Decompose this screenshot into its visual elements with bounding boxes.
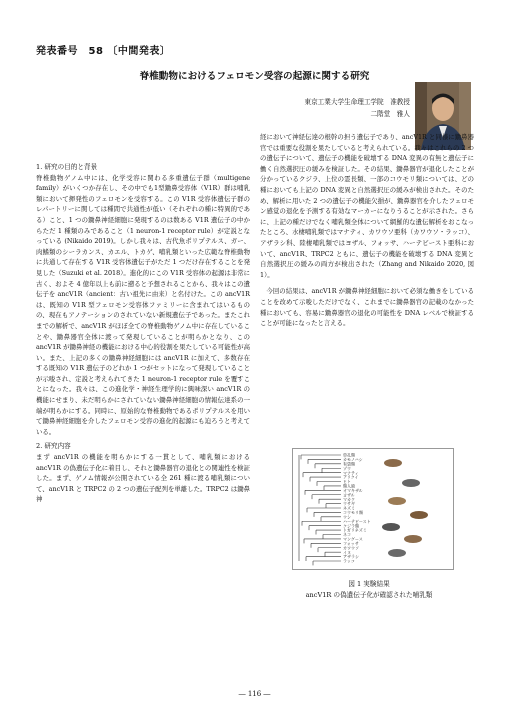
page-number: ― 116 ― [238, 690, 271, 698]
figure-1 [292, 448, 454, 570]
right-column [260, 132, 474, 329]
taxon-label: トガリネズミ [343, 527, 367, 533]
body-text-right-2: 今回の結果は、ancV1R が鋤鼻神経細胞において必須な働きをしていることを改めて示唆しただけでなく、これまでに鋤鼻器官の記載のなかった種においても、容易に鋤鼻器官の退化の可能性を DNA レベルで検証することが可能になったと言える。 [260, 287, 474, 328]
author-affiliation: 東京工業大学生命理工学院 准教授 [304, 98, 410, 106]
animal-illustration [410, 511, 428, 519]
taxon-label: マカク [343, 496, 355, 502]
taxon-label: ウサギ [343, 501, 355, 507]
author-name: 二階堂 雅人 [370, 110, 410, 118]
phylogenetic-tree [293, 449, 453, 569]
body-text-left-2: まず ancV1R の機能を明らかにする一貫として、哺乳類における ancV1R の偽遺伝子化に着目し、それと鋤鼻器官の退化との関連性を検証した。まず、ゲノム情報が公開されている全 261 種に渡る哺乳類について、ancV1R と TRPC2 の 2 つの遺伝子配列を単離した。TRPC2 は鋤鼻神 [36, 453, 250, 504]
taxon-label: フォッサ [343, 540, 359, 546]
taxon-label: ネコ [343, 532, 351, 538]
taxon-label: アザラシ [343, 554, 359, 560]
taxon-label: イヌ [343, 549, 351, 555]
animal-illustration [388, 497, 406, 505]
animal-illustration [402, 479, 420, 487]
taxon-label: ネズミ [343, 505, 355, 511]
section-heading-1: 1. 研究の目的と背景 [36, 163, 98, 171]
section-heading-2: 2. 研究内容 [36, 442, 71, 451]
taxon-label: ヨザル [343, 492, 355, 498]
taxon-label: ヒト [343, 479, 351, 485]
figure-caption-title: 図 1 実験結果 [348, 580, 390, 588]
taxon-label: マナティ [343, 470, 359, 476]
author-block [250, 96, 410, 120]
animal-illustration [384, 459, 402, 467]
figure-caption-sub: ancV1R の偽遺伝子化が確認された哺乳類 [305, 591, 433, 599]
taxon-label: ゾウ [343, 465, 351, 471]
animal-illustration [404, 535, 422, 543]
taxon-label: ウシ [343, 514, 351, 520]
paper-title: 脊椎動物におけるフェロモン受容の起源に関する研究 [139, 71, 370, 82]
taxon-label: アリクイ [343, 474, 359, 480]
taxon-label: カワウソ [343, 545, 359, 551]
taxon-label: 類人猿 [343, 483, 355, 489]
presentation-number: 発表番号 58 〔中間発表〕 [36, 46, 171, 57]
animal-illustration [388, 549, 406, 557]
taxon-label: ハーテビースト [343, 518, 371, 524]
body-text-right-1: 経において神経伝達の根幹の担う遺伝子であり、ancV1R と同様に鋤鼻器官では重要な役割を果たしていると考えられている。我々はこれらの 2 つの遺伝子について、遺伝子の機能を破壊する DNA 変異の有無と遺伝子に働く自然選択圧の緩みを検証した。その結果、鋤鼻器官が退化したことが分かっているクジラ、上位の霊長類、一部のコウモリ類については、どの種においても上記の DNA 変異と自然選択圧の緩みが検出された。そのため、解析に用いた 2 つの遺伝子の機能欠損が、鋤鼻器官を介したフェロモン感覚の退化を予測する有効なマーカーになりうることが示された。さらに、上記の種だけでなく哺乳類全体について網羅的な遺伝解析をおこなったところ、水棲哺乳類ではマナティ、カワウソ亜科（カワウソ・ラッコ）、アザラシ科、陸棲哺乳類ではヨザル、フォッサ、ハーテビースト亜科において、ancV1R、TRPC2 ともに、遺伝子の機能を破壊する DNA 変異と自然選択圧の緩みの両方が検出された（Zhang and Nikaido 2020, 図 1）。 [260, 133, 474, 279]
taxon-label: ラッコ [343, 558, 355, 564]
left-column [36, 158, 250, 505]
taxon-label: コウモリ類 [343, 510, 363, 516]
taxon-label: 単孔類 [343, 452, 355, 458]
taxon-label: クジラ類 [343, 523, 359, 529]
taxon-label: カモノハシ [343, 457, 363, 463]
taxon-label: マングース [343, 536, 363, 542]
taxon-label: オマキザル [343, 487, 363, 493]
animal-illustration [382, 523, 400, 531]
taxon-label: 有袋類 [343, 461, 355, 467]
body-text-left-1: 脊椎動物ゲノム中には、化学受容に関わる多重遺伝子群（multigene family）がいくつか存在し、その中でも1型鋤鼻受容体（V1R）群は哺乳類において揮発性のフェロモンを受容する。この V1R 受容体遺伝子群のレパートリーに関しては種間で共通性が低い（それぞれの種に特異的である）こと、1 つの鋤鼻神経細胞に発現するのは数ある V1R 遺伝子の中からただ 1 種類のみであること（1 neuron-1 receptor rule）が定説となっている (Nikaido 2019)。しかし我々は、古代魚ポリプテルス、ガー、肉鰭類のシーラカンス、カエル、トカゲ、哺乳類といった広範な脊椎動物に共通して存在する V1R 受容体遺伝子がただ 1 つだけ存在することを発見した（Suzuki et al. 2018）。進化的にこの V1R 受容体の起源は非常に古く、およそ 4 億年以上も前に遡ると予想されることから、我々はこの遺伝子を ancV1R（ancient：古い祖先に由来）と名付けた。この ancV1R は、既知の V1R 型フェロモン受容体ファミリーに含まれてはいるものの、現在もアノテーションのされていない新規遺伝子であった。またこれまでの解析で、ancV1R がほぼ全ての脊椎動物ゲノム中に存在していることや、鋤鼻器官全体に渡って発現していることが明らかとなり、この ancV1R が鋤鼻神経の機能における中心的役割を果たしている可能性が高い。また、上記の多くの鋤鼻神経細胞には ancV1R に加えて、多数存在する既知の V1R 遺伝子のどれか 1 つがセットになって発現していることが示唆され、定説と考えられてきた 1 neuron-1 receptor rule を覆すことになった。我々は、この進化学・神経生理学的に興味深い ancV1R の機能にせまり、未だ明らかにされていない鋤鼻神経細胞の情報伝達系の一端が明らかにする。同時に、原始的な脊椎動物であるポリプテルスを用いて鋤鼻神経細胞を介したフェロモン受容の進化的起源にも迫ろうと考えている。 [36, 173, 250, 436]
